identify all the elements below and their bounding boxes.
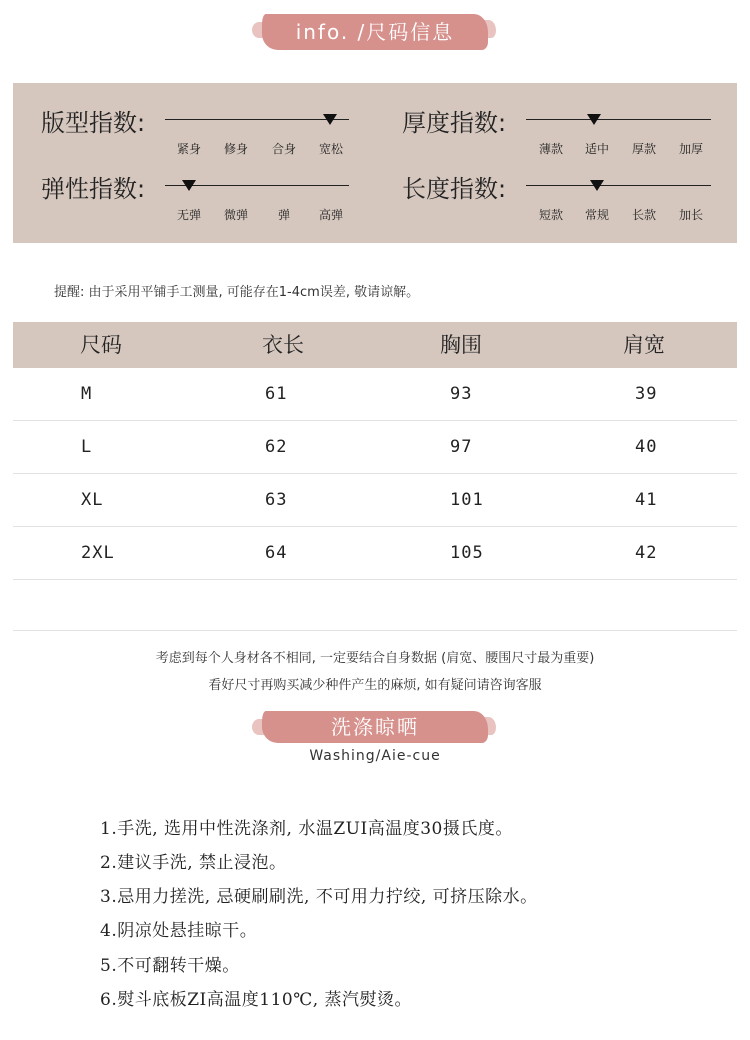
- length-option: 常规: [584, 208, 610, 222]
- table-row: [13, 474, 737, 527]
- cell-chest: 101: [450, 490, 484, 510]
- elastic-option: 微弹: [223, 208, 249, 222]
- header-size: 尺码: [80, 333, 122, 357]
- washing-banner-text: 洗涤晾晒: [331, 715, 419, 739]
- elastic-index-marker: [182, 180, 196, 191]
- washing-instruction: 3.忌用力搓洗, 忌硬刷刷洗, 不可用力拧绞, 可挤压除水。: [100, 887, 538, 907]
- washing-subtitle: Washing/Aie-cue: [309, 748, 441, 764]
- cell-shoulder: 41: [635, 490, 658, 510]
- length-option: 长款: [631, 208, 657, 222]
- washing-instruction: 5.不可翻转干燥。: [100, 956, 240, 976]
- cell-size: L: [81, 437, 93, 457]
- cell-length: 61: [265, 384, 288, 404]
- info-banner: [262, 14, 488, 50]
- info-banner-text: info. /尺码信息: [295, 20, 455, 44]
- washing-instruction: 2.建议手洗, 禁止浸泡。: [100, 853, 287, 873]
- header-length: 衣长: [262, 333, 304, 357]
- table-row: [13, 527, 737, 580]
- size-table: [13, 322, 737, 580]
- thickness-option: 适中: [584, 142, 610, 156]
- header-shoulder: 肩宽: [623, 333, 665, 357]
- cell-size: XL: [81, 490, 104, 510]
- cell-size: 2XL: [81, 543, 115, 563]
- washing-instruction: 4.阴凉处悬挂晾干。: [100, 921, 258, 941]
- cell-length: 63: [265, 490, 288, 510]
- fit-option: 宽松: [318, 142, 344, 156]
- thickness-index-scale: [526, 119, 711, 120]
- cell-chest: 105: [450, 543, 484, 563]
- elastic-index-label: 弹性指数:: [41, 175, 146, 203]
- fit-option: 修身: [223, 142, 249, 156]
- fit-index-marker: [323, 114, 337, 125]
- thickness-index-label: 厚度指数:: [402, 109, 507, 137]
- length-option: 加长: [678, 208, 704, 222]
- cell-chest: 97: [450, 437, 473, 457]
- thickness-option: 加厚: [678, 142, 704, 156]
- length-option: 短款: [538, 208, 564, 222]
- size-tip-line: 看好尺寸再购买减少种件产生的麻烦, 如有疑问请咨询客服: [208, 678, 542, 693]
- thickness-option: 薄款: [538, 142, 564, 156]
- measurement-note: 提醒: 由于采用平铺手工测量, 可能存在1-4cm误差, 敬请谅解。: [54, 285, 420, 300]
- length-index-scale: [526, 185, 711, 186]
- cell-chest: 93: [450, 384, 473, 404]
- thickness-index-marker: [587, 114, 601, 125]
- cell-shoulder: 39: [635, 384, 658, 404]
- elastic-option: 无弹: [176, 208, 202, 222]
- header-chest: 胸围: [440, 333, 482, 357]
- fit-index-scale: [165, 119, 349, 120]
- table-row: [13, 368, 737, 421]
- size-table-header: [13, 322, 737, 368]
- size-tip-line: 考虑到每个人身材各不相同, 一定要结合自身数据 (肩宽、腰围尺寸最为重要): [155, 651, 595, 666]
- washing-banner: [262, 711, 488, 743]
- elastic-option: 弹: [277, 208, 291, 222]
- fit-option: 合身: [271, 142, 297, 156]
- washing-instruction: 6.熨斗底板ZI高温度110℃, 蒸汽熨烫。: [100, 990, 413, 1010]
- cell-shoulder: 42: [635, 543, 658, 563]
- cell-shoulder: 40: [635, 437, 658, 457]
- length-index-marker: [590, 180, 604, 191]
- thickness-option: 厚款: [631, 142, 657, 156]
- cell-length: 64: [265, 543, 288, 563]
- index-panel: [13, 83, 737, 243]
- cell-size: M: [81, 384, 93, 404]
- table-bottom-divider: [13, 630, 737, 631]
- elastic-option: 高弹: [318, 208, 344, 222]
- washing-instruction: 1.手洗, 选用中性洗涤剂, 水温ZUI高温度30摄氏度。: [100, 819, 513, 839]
- fit-index-label: 版型指数:: [41, 109, 146, 137]
- fit-option: 紧身: [176, 142, 202, 156]
- table-row: [13, 421, 737, 474]
- cell-length: 62: [265, 437, 288, 457]
- length-index-label: 长度指数:: [402, 175, 507, 203]
